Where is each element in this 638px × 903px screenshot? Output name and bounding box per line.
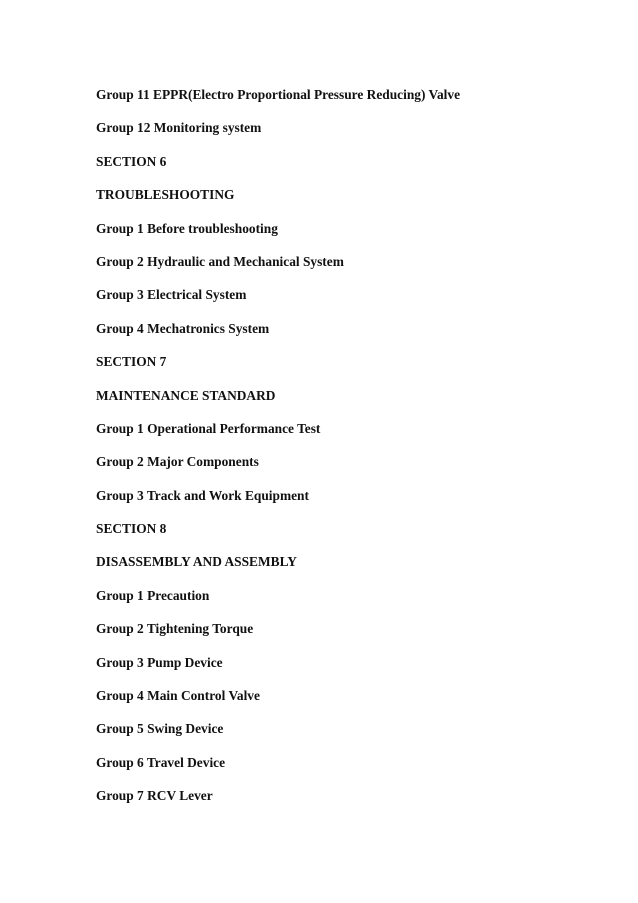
contents-line-tightening-torque: Group 2 Tightening Torque	[96, 621, 254, 637]
contents-line-electrical-system: Group 3 Electrical System	[96, 287, 247, 303]
contents-line-main-control-valve: Group 4 Main Control Valve	[96, 688, 260, 704]
section-8-title: DISASSEMBLY AND ASSEMBLY	[96, 554, 297, 570]
contents-line-rcv-lever: Group 7 RCV Lever	[96, 788, 213, 804]
contents-line-group-12-monitoring: Group 12 Monitoring system	[96, 120, 262, 136]
contents-line-before-troubleshooting: Group 1 Before troubleshooting	[96, 220, 278, 236]
section-7-title: MAINTENANCE STANDARD	[96, 387, 276, 403]
contents-line-mechatronics-system: Group 4 Mechatronics System	[96, 320, 270, 336]
contents-line-hydraulic-mechanical: Group 2 Hydraulic and Mechanical System	[96, 253, 344, 269]
contents-line-swing-device: Group 5 Swing Device	[96, 721, 224, 737]
section-8-heading: SECTION 8	[96, 521, 167, 537]
contents-list	[96, 85, 460, 820]
section-6-title: TROUBLESHOOTING	[96, 187, 235, 203]
contents-line-travel-device: Group 6 Travel Device	[96, 754, 226, 770]
section-7-heading: SECTION 7	[96, 354, 167, 370]
contents-line-precaution: Group 1 Precaution	[96, 587, 210, 603]
contents-line-group-11-eppr: Group 11 EPPR(Electro Proportional Pressure Reducing) Valve	[96, 87, 461, 102]
contents-line-track-work-equipment: Group 3 Track and Work Equipment	[96, 487, 309, 503]
section-6-heading: SECTION 6	[96, 153, 167, 169]
contents-line-major-components: Group 2 Major Components	[96, 454, 259, 470]
contents-line-pump-device: Group 3 Pump Device	[96, 654, 223, 670]
contents-line-operational-performance: Group 1 Operational Performance Test	[96, 420, 321, 436]
